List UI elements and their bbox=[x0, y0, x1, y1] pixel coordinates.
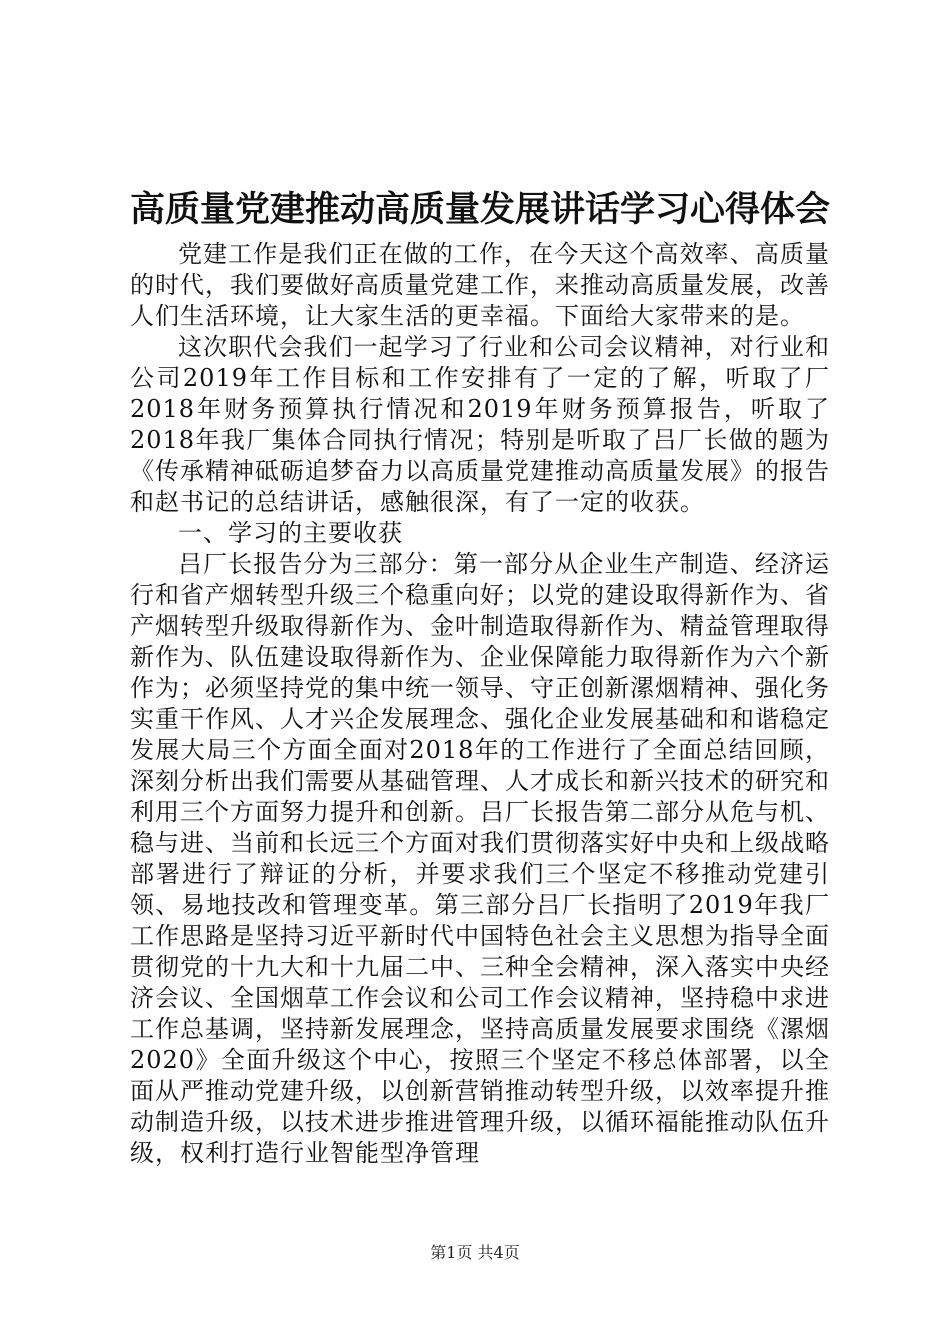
paragraph-meeting: 这次职代会我们一起学习了行业和公司会议精神，对行业和公司2019年工作目标和工作安排有了一定的了解，听取了厂2018年财务预算执行情况和2019年财务预算报告，听取了2018年我厂集体合同执行情况；特别是听取了吕厂长做的题为《传承精神砥砺追梦奋力以高质量党建推动高质量发展》的报告和赵书记的总结讲话，感触很深，有了一定的收获。 bbox=[130, 333, 830, 516]
paragraph-report: 吕厂长报告分为三部分：第一部分从企业生产制造、经济运行和省产烟转型升级三个稳重向好；以党的建设取得新作为、省产烟转型升级取得新作为、金叶制造取得新作为、精益管理取得新作为、队伍建设取得新作为、企业保障能力取得新作为六个新作为；必须坚持党的集中统一领导、守正创新漯烟精神、强化务实重干作风、人才兴企发展理念、强化企业发展基础和和谐稳定发展大局三个方面全面对2018年的工作进行了全面总结回顾，深刻分析出我们需要从基础管理、人才成长和新兴技术的研究和利用三个方面努力提升和创新。吕厂长报告第二部分从危与机、稳与进、当前和长远三个方面对我们贯彻落实好中央和上级战略部署进行了辩证的分析，并要求我们三个坚定不移推动党建引领、易地技改和管理变革。第三部分吕厂长指明了2019年我厂工作思路是坚持习近平新时代中国特色社会主义思想为指导全面贯彻党的十九大和十九届二中、三种全会精神，深入落实中央经济会议、全国烟草工作会议和公司工作会议精神，坚持稳中求进工作总基调，坚持新发展理念，坚持高质量发展要求围绕《漯烟2020》全面升级这个中心，按照三个坚定不移总体部署，以全面从严推动党建升级，以创新营销推动转型升级，以效率提升推动制造升级，以技术进步推进管理升级，以循环福能推动队伍升级，权利打造行业智能型净管理 bbox=[130, 550, 830, 1167]
paragraph-intro: 党建工作是我们正在做的工作，在今天这个高效率、高质量的时代，我们要做好高质量党建工作，来推动高质量发展，改善人们生活环境，让大家生活的更幸福。下面给大家带来的是。 bbox=[130, 240, 830, 330]
document-title: 高质量党建推动高质量发展讲话学习心得体会 bbox=[129, 190, 830, 230]
document-body bbox=[130, 239, 830, 1169]
section-heading: 一、学习的主要收获 bbox=[178, 519, 403, 547]
page-number-footer: 第1页 共4页 bbox=[430, 1243, 520, 1262]
